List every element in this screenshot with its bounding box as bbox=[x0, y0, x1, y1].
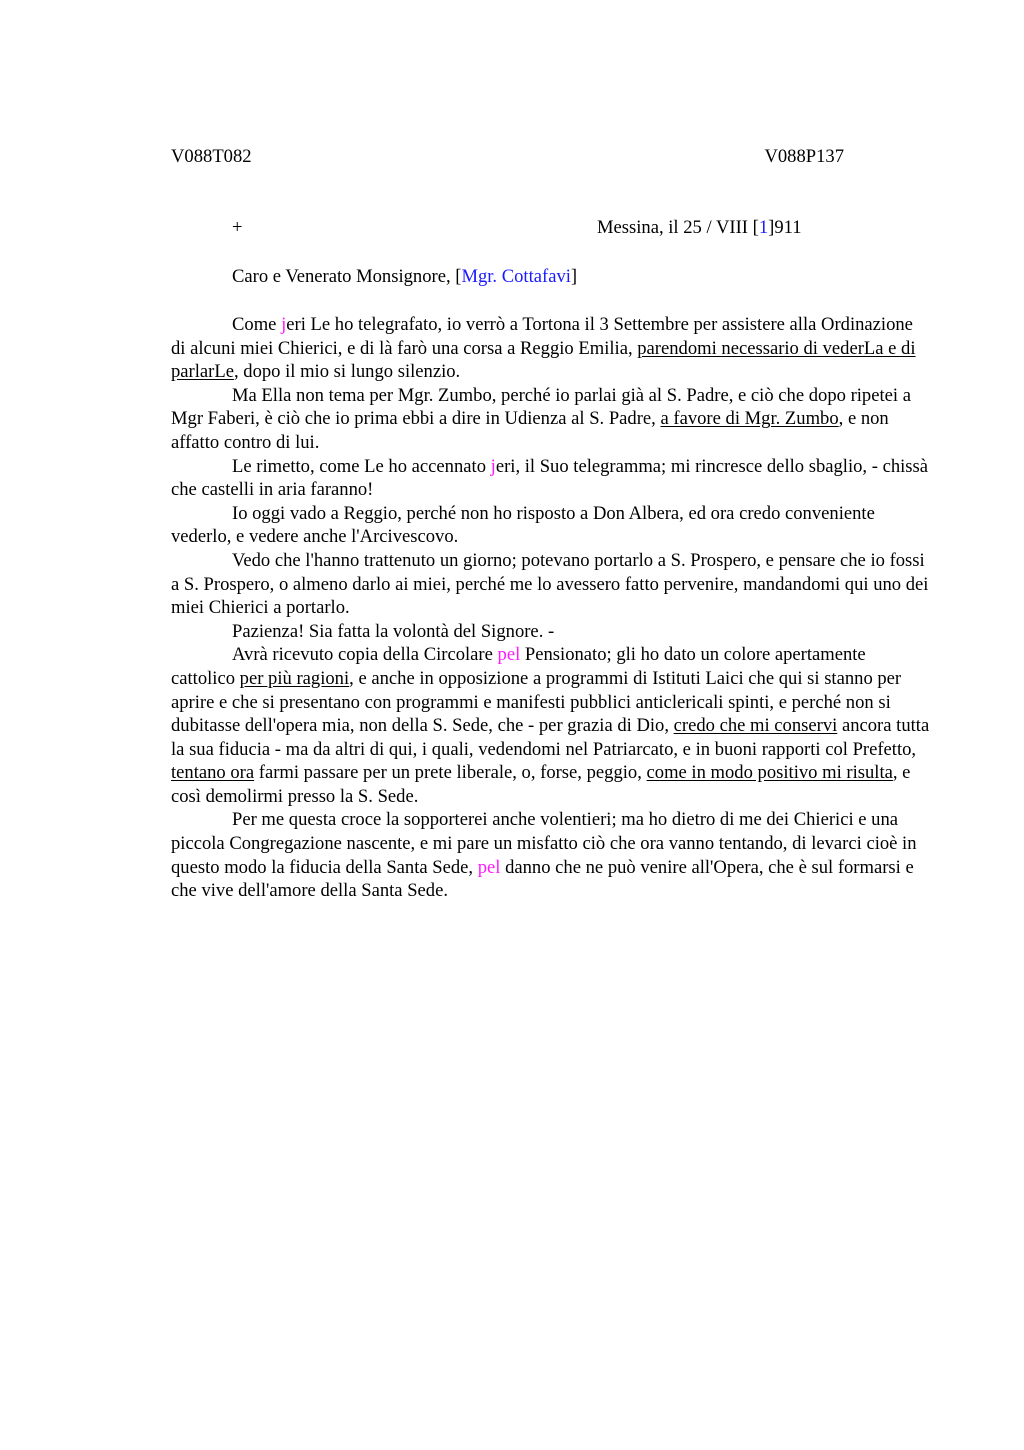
underlined-text: parendomi necessario di vederLa e di parlarLe bbox=[171, 337, 916, 383]
letter-paragraph bbox=[171, 502, 931, 549]
salutation-close: ] bbox=[570, 266, 578, 287]
text-segment: Vedo che l'hanno trattenuto un giorno; potevano portarlo a S. Prospero, e pensare che io fossi a S. Prospero, o almeno darlo ai miei, perché me lo avessero fatto pervenire, mandandomi qui uno dei miei Chierici a portarlo. bbox=[171, 549, 929, 619]
text-segment: Avrà ricevuto copia della Circolare bbox=[232, 644, 498, 666]
underlined-text: per più ragioni bbox=[239, 667, 350, 689]
letter-paragraph bbox=[171, 643, 931, 808]
text-segment: , e anche in opposizione a programmi di Istituti Laici che qui si stanno per aprire e che si presentano con programmi e manifesti pubblici anticlericali spinti, e perché non si dubitasse dell'opera mia, non della S. Sede, che - per grazia di Dio, bbox=[171, 667, 902, 737]
text-segment: eri, il Suo telegramma; mi rincresce dello sbaglio, - chissà che castelli in aria faranno! bbox=[171, 455, 929, 501]
underlined-text: a favore di Mgr. Zumbo bbox=[660, 408, 839, 430]
text-segment: eri Le ho telegrafato, io verrò a Tortona il 3 Settembre per assistere alla Ordinazione di alcuni miei Chierici, e di là farò una corsa a Reggio Emilia, bbox=[171, 314, 913, 359]
text-segment: , e non affatto contro di lui. bbox=[171, 408, 889, 453]
salutation-addressee: Mgr. Cottafavi bbox=[461, 266, 571, 287]
dateline-prefix: Messina, il 25 / VIII [ bbox=[597, 217, 759, 238]
salutation-text: Caro e Venerato Monsignore, [ bbox=[232, 266, 462, 287]
underlined-text: come in modo positivo mi risulta bbox=[646, 762, 893, 784]
editorial-correction: pel bbox=[497, 644, 521, 666]
text-segment: Io oggi vado a Reggio, perché non ho risposto a Don Albera, ed ora credo conveniente vederlo, e vedere anche l'Arcivescovo. bbox=[171, 502, 875, 548]
underlined-text: tentano ora bbox=[171, 762, 255, 784]
text-segment: , e così demolirmi presso la S. Sede. bbox=[171, 762, 911, 807]
editorial-correction: pel bbox=[477, 856, 501, 878]
text-segment: Ma Ella non tema per Mgr. Zumbo, perché io parlai già al S. Padre, e ciò che dopo ripetei a Mgr Faberi, è ciò che io prima ebbi a dire in Udienza al S. Padre, bbox=[171, 384, 911, 430]
text-segment: , dopo il mio si lungo silenzio. bbox=[233, 361, 461, 383]
underlined-text: credo che mi conservi bbox=[673, 715, 838, 737]
document-code-right: V088P137 bbox=[764, 146, 844, 167]
letter-body bbox=[171, 313, 931, 903]
dateline bbox=[597, 217, 802, 239]
header-codes bbox=[171, 146, 844, 170]
cross-symbol: + bbox=[232, 217, 243, 238]
text-segment: Pazienza! Sia fatta la volontà del Signore. - bbox=[232, 620, 555, 642]
text-segment: farmi passare per un prete liberale, o, forse, peggio, bbox=[254, 762, 647, 784]
dateline-editorial-digit: 1 bbox=[758, 217, 769, 238]
editorial-correction: j bbox=[281, 314, 287, 335]
document-code-left: V088T082 bbox=[171, 146, 252, 167]
dateline-suffix: ]911 bbox=[768, 217, 802, 238]
letter-paragraph bbox=[171, 384, 931, 455]
text-segment: Le rimetto, come Le ho accennato bbox=[232, 455, 491, 477]
letter-paragraph bbox=[171, 808, 931, 902]
editorial-correction: j bbox=[490, 455, 496, 477]
text-segment: Pensionato; gli ho dato un colore apertamente cattolico bbox=[171, 644, 866, 689]
text-segment: danno che ne può venire all'Opera, che è sul formarsi e che vive dell'amore della Santa Sede. bbox=[171, 856, 914, 902]
text-segment: Per me questa croce la sopporterei anche volentieri; ma ho dietro di me dei Chierici e una piccola Congregazione nascente, e mi pare un misfatto ciò che ora vanno tentando, di levarci cioè in questo modo la fiducia della Santa Sede, bbox=[171, 809, 917, 878]
letter-paragraph bbox=[171, 313, 931, 384]
letter-paragraph bbox=[171, 455, 931, 502]
text-segment: Come bbox=[232, 314, 282, 335]
letter-paragraph bbox=[171, 549, 931, 620]
salutation bbox=[232, 266, 577, 288]
text-segment: ancora tutta la sua fiducia - ma da altri di qui, i quali, vedendomi nel Patriarcato, e in buoni rapporti col Prefetto, bbox=[171, 715, 930, 760]
letter-paragraph bbox=[171, 620, 931, 644]
